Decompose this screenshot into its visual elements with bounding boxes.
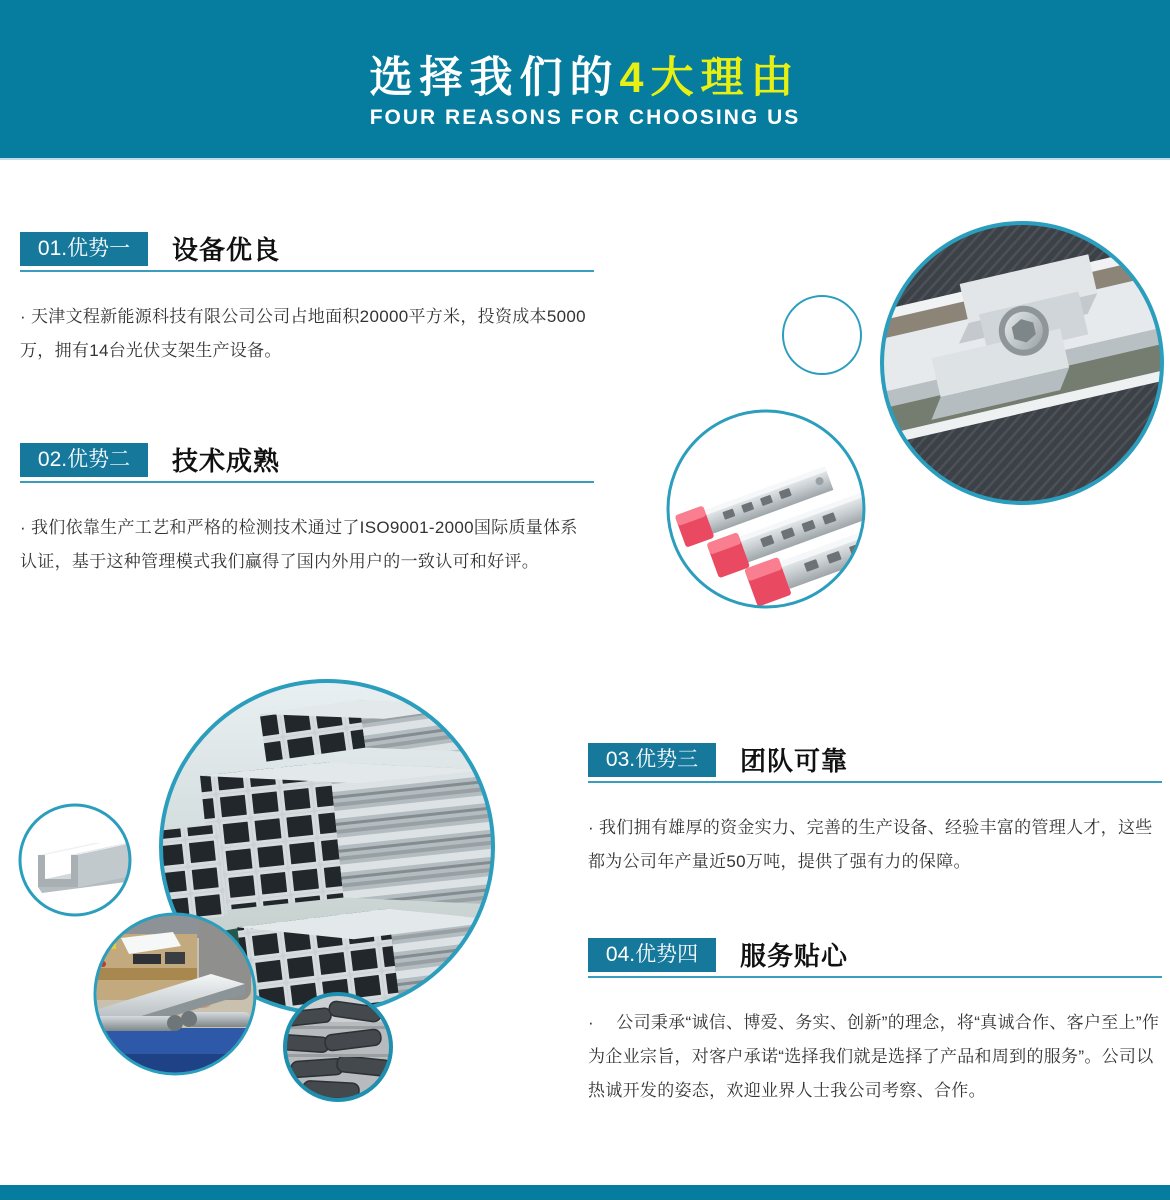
page-title-yellow: 4大理由	[619, 54, 801, 102]
advantage-2-divider	[20, 481, 594, 483]
advantage-3-title: 团队可靠	[740, 746, 849, 776]
factory-machine-photo	[93, 912, 257, 1076]
advantage-4-header	[588, 938, 1162, 972]
advantage-4-badge: 04.优势四	[588, 938, 716, 972]
steel-bundles-photo	[283, 992, 393, 1102]
advantage-2-title: 技术成熟	[172, 446, 281, 476]
slotted-brackets-photo	[666, 409, 866, 609]
advantage-section-4	[588, 938, 1162, 1108]
advantage-1-body: · 天津文程新能源科技有限公司公司占地面积20000平方米，投资成本5000万，拥有14台光伏支架生产设备。	[20, 307, 586, 360]
advantage-3-body: · 我们拥有雄厚的资金实力、完善的生产设备、经验丰富的管理人才，这些都为公司年产量近50万吨，提供了强有力的保障。	[588, 818, 1153, 871]
solar-panel-mid-clamp-photo	[879, 220, 1165, 506]
decorative-circle-outline	[782, 295, 862, 375]
advantage-2-badge: 02.优势二	[20, 443, 148, 477]
advantage-3-header	[588, 743, 1162, 777]
advantage-4-body: · 公司秉承“诚信、博爱、务实、创新”的理念，将“真诚合作、客户至上”作为企业宗旨，对客户承诺“选择我们就是选择了产品和周到的服务”。公司以热诚开发的姿态，欢迎业界人士我公司考察、合作。	[588, 1013, 1160, 1100]
advantage-1-title: 设备优良	[172, 235, 281, 265]
advantage-section-1	[20, 232, 594, 368]
advantage-3-divider	[588, 781, 1162, 783]
page-title-white: 选择我们的	[369, 54, 620, 102]
advantage-1-badge: 01.优势一	[20, 232, 148, 266]
advantage-3-badge: 03.优势三	[588, 743, 716, 777]
footer-band	[0, 1185, 1170, 1200]
advantage-4-divider	[588, 976, 1162, 978]
advantage-4-title: 服务贴心	[740, 941, 849, 971]
u-channel-photo	[18, 803, 132, 917]
advantage-1-header	[20, 232, 594, 266]
advantage-2-header	[20, 443, 594, 477]
advantage-1-divider	[20, 270, 594, 272]
header-band	[0, 0, 1170, 160]
page-subtitle: FOUR REASONS FOR CHOOSING US	[369, 106, 801, 129]
advantage-section-3	[588, 743, 1162, 879]
advantage-2-body: · 我们依靠生产工艺和严格的检测技术通过了ISO9001-2000国际质量体系认证，基于这种管理模式我们赢得了国内外用户的一致认可和好评。	[20, 518, 578, 571]
advantage-section-2	[20, 443, 594, 579]
page-title	[0, 44, 1170, 105]
